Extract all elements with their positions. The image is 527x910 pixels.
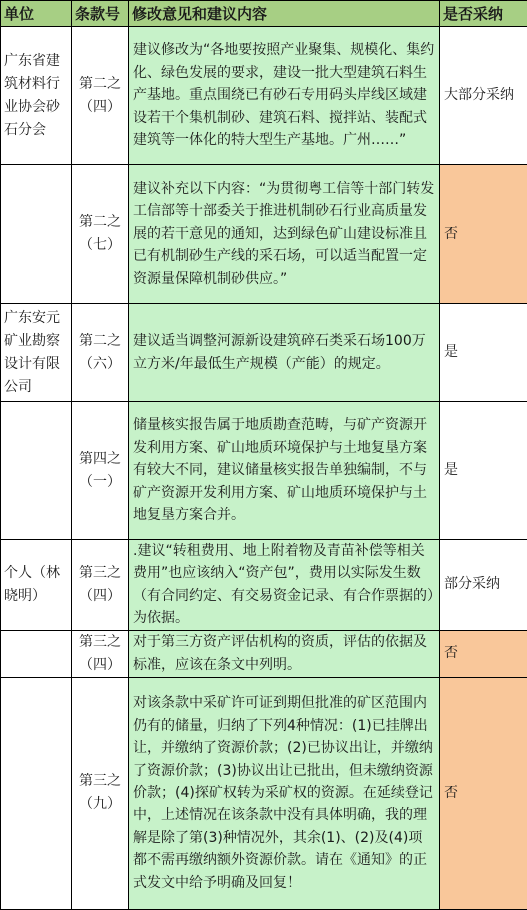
adopt-cell: 部分采纳 — [440, 540, 527, 631]
table-row — [1, 630, 527, 677]
unit-cell: 个人（林晓明） — [1, 540, 72, 631]
adopt-cell: 大部分采纳 — [440, 27, 527, 165]
table-row — [1, 304, 527, 402]
content-cell: 建议补充以下内容：“为贯彻粤工信等十部门转发工信部等十部委关于推进机制砂石行业高质量发展的若干意见的通知，达到绿色矿山建设标准且已有机制砂生产线的采石场，可以适当配置一定资源量保障机制砂供应。” — [129, 165, 440, 304]
clause-cell: 第三之（四） — [72, 630, 129, 677]
content-cell: 储量核实报告属于地质勘查范畴，与矿产资源开发利用方案、矿山地质环境保护与土地复垦方案有较大不同，建议储量核实报告单独编制，不与矿产资源开发利用方案、矿山地质环境保护与土地复垦方案合并。 — [129, 402, 440, 540]
unit-cell — [1, 677, 72, 909]
adopt-cell: 是 — [440, 304, 527, 402]
clause-cell: 第二之（四） — [72, 27, 129, 165]
clause-cell: 第二之（六） — [72, 304, 129, 402]
adopt-cell: 否 — [440, 630, 527, 677]
clause-cell: 第三之（九） — [72, 677, 129, 909]
table-row — [1, 165, 527, 304]
adopt-cell: 是 — [440, 402, 527, 540]
unit-cell: 广东省建筑材料行业协会砂石分会 — [1, 27, 72, 165]
table-row — [1, 27, 527, 165]
clause-cell: 第二之（七） — [72, 165, 129, 304]
header-content: 修改意见和建议内容 — [129, 1, 440, 27]
content-cell: 建议适当调整河源新设建筑碎石类采石场100万立方米/年最低生产规模（产能）的规定。 — [129, 304, 440, 402]
unit-cell — [1, 165, 72, 304]
header-unit: 单位 — [1, 1, 72, 27]
clause-cell: 第三之（四） — [72, 540, 129, 631]
table-row — [1, 540, 527, 631]
content-cell: .建议“转租费用、地上附着物及青苗补偿等相关费用”也应该纳入“资产包”，费用以实际发生数（有合同约定、有交易资金记录、有合作票据的）为依据。 — [129, 540, 440, 631]
clause-cell: 第四之（一） — [72, 402, 129, 540]
header-row — [1, 1, 527, 27]
content-cell: 对于第三方资产评估机构的资质，评估的依据及标准，应该在条文中列明。 — [129, 630, 440, 677]
adopt-cell: 否 — [440, 165, 527, 304]
adopt-cell: 否 — [440, 677, 527, 909]
table-row — [1, 677, 527, 909]
table-row — [1, 402, 527, 540]
unit-cell — [1, 630, 72, 677]
content-cell: 对该条款中采矿许可证到期但批准的矿区范围内仍有的储量，归纳了下列4种情况：(1)已挂牌出让，并缴纳了资源价款；(2)已协议出让，并缴纳了资源价款；(3)协议出让已批出，但未缴纳资源价款；(4)探矿权转为采矿权的资源。在延续登记中，上述情况在该条款中没有具体明确，我的理解是除了第(3)种情况外，其余(1)、(2)及(4)项都不需再缴纳额外资源价款。请在《通知》的正式发文中给予明确及回复！ — [129, 677, 440, 909]
header-adopt: 是否采纳 — [440, 1, 527, 27]
content-cell: 建议修改为“各地要按照产业聚集、规模化、集约化、绿色发展的要求，建设一批大型建筑石料生产基地。重点围绕已有砂石专用码头岸线区域建设若干个集机制砂、建筑石料、搅拌站、装配式建筑等一体化的特大型生产基地。广州……” — [129, 27, 440, 165]
unit-cell: 广东安元矿业勘察设计有限公司 — [1, 304, 72, 402]
header-clause: 条款号 — [72, 1, 129, 27]
unit-cell — [1, 402, 72, 540]
